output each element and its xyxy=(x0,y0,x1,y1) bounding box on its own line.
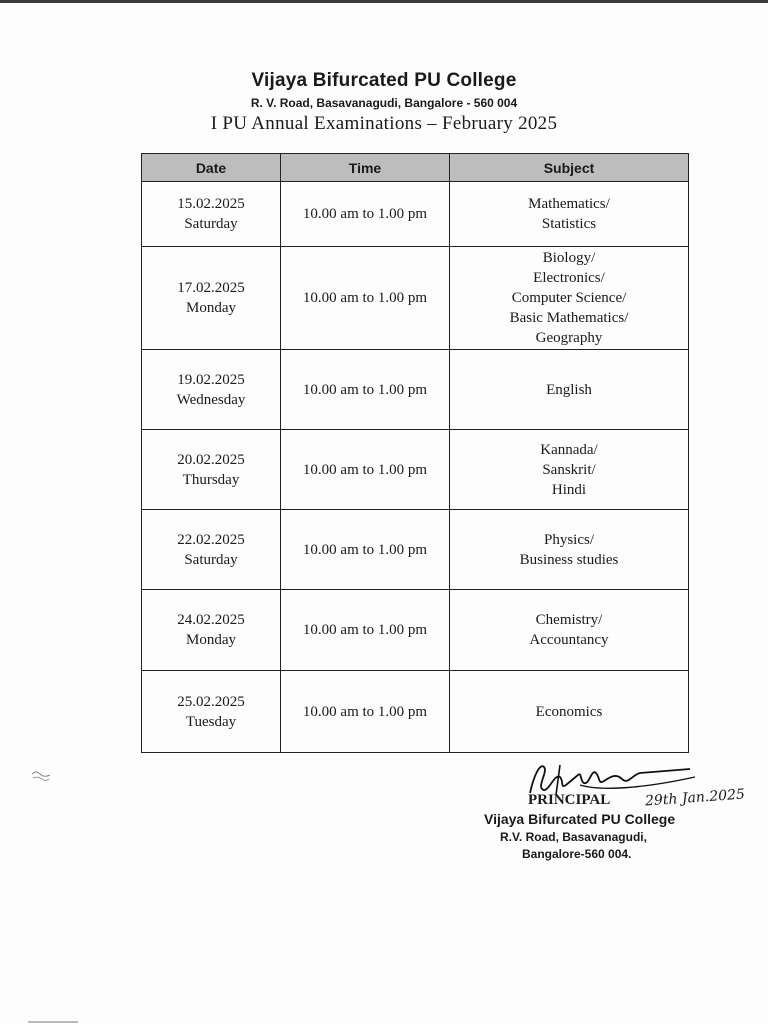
subject-name: Biology/ xyxy=(542,250,596,266)
date-cell xyxy=(142,510,281,590)
time-cell: 10.00 am to 1.00 pm xyxy=(281,182,450,247)
table-row xyxy=(142,247,689,350)
time-cell: 10.00 am to 1.00 pm xyxy=(281,510,450,590)
subject-name: English xyxy=(546,381,592,398)
subject-name: Geography xyxy=(535,330,603,346)
subject-cell xyxy=(450,182,689,247)
table-row xyxy=(142,430,689,510)
exam-day: Saturday xyxy=(184,216,238,232)
table-row xyxy=(142,590,689,671)
time-cell: 10.00 am to 1.00 pm xyxy=(281,590,450,671)
date-cell xyxy=(142,590,281,671)
principal-label: PRINCIPAL xyxy=(528,792,611,808)
page-top-edge xyxy=(0,0,768,3)
subject-name: Business studies xyxy=(519,551,619,568)
exam-date: 24.02.2025 xyxy=(177,612,245,628)
exam-date: 15.02.2025 xyxy=(177,196,245,212)
table-row xyxy=(142,510,689,590)
handwritten-date: 29th Jan.2025 xyxy=(644,786,746,810)
table-row xyxy=(142,182,689,247)
exam-day: Monday xyxy=(186,632,236,648)
subject-name: Sanskrit/ xyxy=(542,461,596,478)
exam-date: 25.02.2025 xyxy=(177,693,245,710)
stamp-college-name: Vijaya Bifurcated PU College xyxy=(484,811,676,827)
column-header-subject: Subject xyxy=(450,154,689,182)
subject-name: Kannada/ xyxy=(540,441,598,458)
subject-name: Economics xyxy=(535,703,603,720)
exam-day: Wednesday xyxy=(176,391,246,408)
subject-name: Hindi xyxy=(551,481,587,498)
subject-cell xyxy=(450,430,689,510)
table-row xyxy=(142,350,689,430)
exam-day: Saturday xyxy=(184,551,238,568)
subject-name: Computer Science/ xyxy=(511,290,627,306)
exam-title: I PU Annual Examinations – February 2025 xyxy=(210,113,558,134)
stamp-address-city: Bangalore-560 004. xyxy=(522,847,632,861)
time-cell: 10.00 am to 1.00 pm xyxy=(281,350,450,430)
date-cell xyxy=(142,247,281,350)
exam-date: 19.02.2025 xyxy=(177,371,245,388)
subject-cell xyxy=(450,247,689,350)
exam-timetable xyxy=(141,153,689,753)
subject-name: Statistics xyxy=(541,216,597,232)
document-header xyxy=(0,70,768,135)
subject-cell xyxy=(450,671,689,753)
subject-name: Chemistry/ xyxy=(535,612,603,628)
signature-block xyxy=(470,755,768,865)
date-cell xyxy=(142,182,281,247)
subject-cell xyxy=(450,590,689,671)
ink-smudge xyxy=(30,768,52,784)
date-cell xyxy=(142,430,281,510)
date-cell xyxy=(142,350,281,430)
table-row xyxy=(142,671,689,753)
time-cell: 10.00 am to 1.00 pm xyxy=(281,671,450,753)
subject-cell xyxy=(450,350,689,430)
table-header-row xyxy=(142,154,689,182)
college-name: Vijaya Bifurcated PU College xyxy=(251,70,517,91)
subject-name: Mathematics/ xyxy=(528,196,610,212)
time-cell: 10.00 am to 1.00 pm xyxy=(281,430,450,510)
exam-date: 20.02.2025 xyxy=(177,451,245,468)
stamp-address-road: R.V. Road, Basavanagudi, xyxy=(500,830,647,844)
exam-day: Thursday xyxy=(182,471,240,488)
subject-name: Physics/ xyxy=(543,531,594,548)
column-header-date: Date xyxy=(142,154,281,182)
subject-cell xyxy=(450,510,689,590)
subject-name: Electronics/ xyxy=(533,270,605,286)
subject-name: Basic Mathematics/ xyxy=(509,310,629,326)
exam-day: Monday xyxy=(186,300,236,316)
college-address: R. V. Road, Basavanagudi, Bangalore - 560 004 xyxy=(250,96,518,110)
time-cell: 10.00 am to 1.00 pm xyxy=(281,247,450,350)
page-bottom-mark xyxy=(28,1021,78,1023)
subject-name: Accountancy xyxy=(529,632,609,648)
date-cell xyxy=(142,671,281,753)
column-header-time: Time xyxy=(281,154,450,182)
exam-date: 17.02.2025 xyxy=(177,280,245,296)
exam-day: Tuesday xyxy=(185,713,237,730)
exam-date: 22.02.2025 xyxy=(177,531,245,548)
